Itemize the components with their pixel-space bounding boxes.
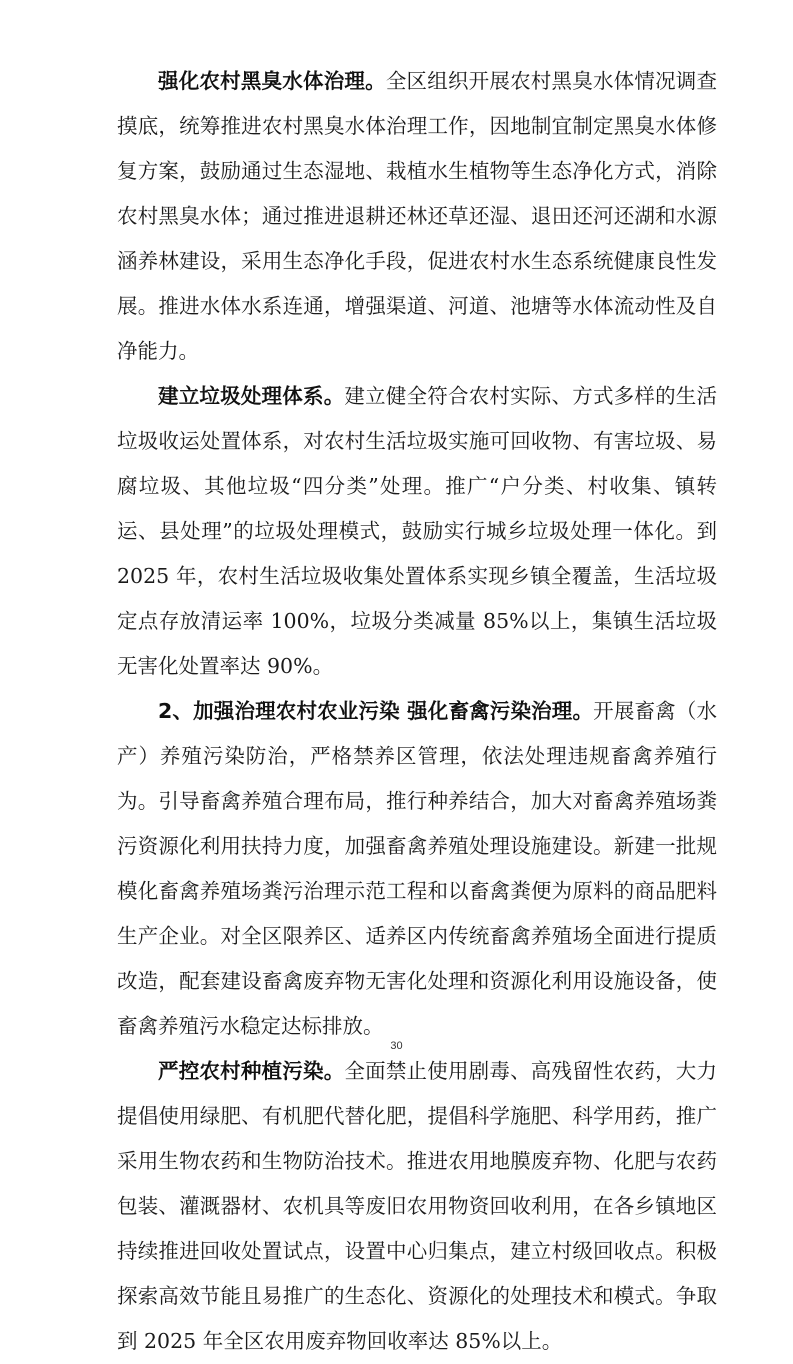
paragraph-livestock-pollution [117,689,717,1049]
paragraph-heading: 建立垃圾处理体系。 [158,384,345,408]
paragraph-text: 全面禁止使用剧毒、高残留性农药，大力提倡使用绿肥、有机肥代替化肥，提倡科学施肥、科学用药，推广采用生物农药和生物防治技术。推进农用地膜废弃物、化肥与农药包装、灌溉器材、农机具等废旧农用物资回收利用，在各乡镇地区持续推进回收处置试点，设置中心归集点，建立村级回收点。积极探索高效节能且易推广的生态化、资源化的处理技术和模式。争取到 2025 年全区农用废弃物回收率达 85%以上。 [117,1059,718,1353]
paragraph-text: 建立健全符合农村实际、方式多样的生活垃圾收运处置体系，对农村生活垃圾实施可回收物、有害垃圾、易腐垃圾、其他垃圾“四分类”处理。推广“户分类、村收集、镇转运、县处理”的垃圾处理模式，鼓励实行城乡垃圾处理一体化。到 2025 年，农村生活垃圾收集处置体系实现乡镇全覆盖，生活垃圾定点存放清运率 100%，垃圾分类减量 85%以上，集镇生活垃圾无害化处置率达 90%。 [117,384,718,678]
paragraph-heading: 严控农村种植污染。 [158,1059,345,1083]
paragraph-text: 全区组织开展农村黑臭水体情况调查摸底，统筹推进农村黑臭水体治理工作，因地制宜制定黑臭水体修复方案，鼓励通过生态湿地、栽植水生植物等生态净化方式，消除农村黑臭水体；通过推进退耕还林还草还湿、退田还河还湖和水源涵养林建设，采用生态净化手段，促进农村水生态系统健康良性发展。推进水体水系连通，增强渠道、河道、池塘等水体流动性及自净能力。 [117,69,718,363]
paragraph-garbage-system [117,374,717,689]
paragraph-heading: 强化农村黑臭水体治理。 [158,69,386,93]
paragraph-heading: 2、加强治理农村农业污染 强化畜禽污染治理。 [158,699,594,723]
paragraph-text: 开展畜禽（水产）养殖污染防治，严格禁养区管理，依法处理违规畜禽养殖行为。引导畜禽养殖合理布局，推行种养结合，加大对畜禽养殖场粪污资源化利用扶持力度，加强畜禽养殖处理设施建设。新建一批规模化畜禽养殖场粪污治理示范工程和以畜禽粪便为原料的商品肥料生产企业。对全区限养区、适养区内传统畜禽养殖场全面进行提质改造，配套建设畜禽废弃物无害化处理和资源化利用设施设备，使畜禽养殖污水稳定达标排放。 [117,699,718,1038]
paragraph-black-odorous-water [117,59,717,374]
document-body [117,59,717,1364]
page-number: 30 [390,1040,403,1052]
paragraph-planting-pollution [117,1049,717,1364]
